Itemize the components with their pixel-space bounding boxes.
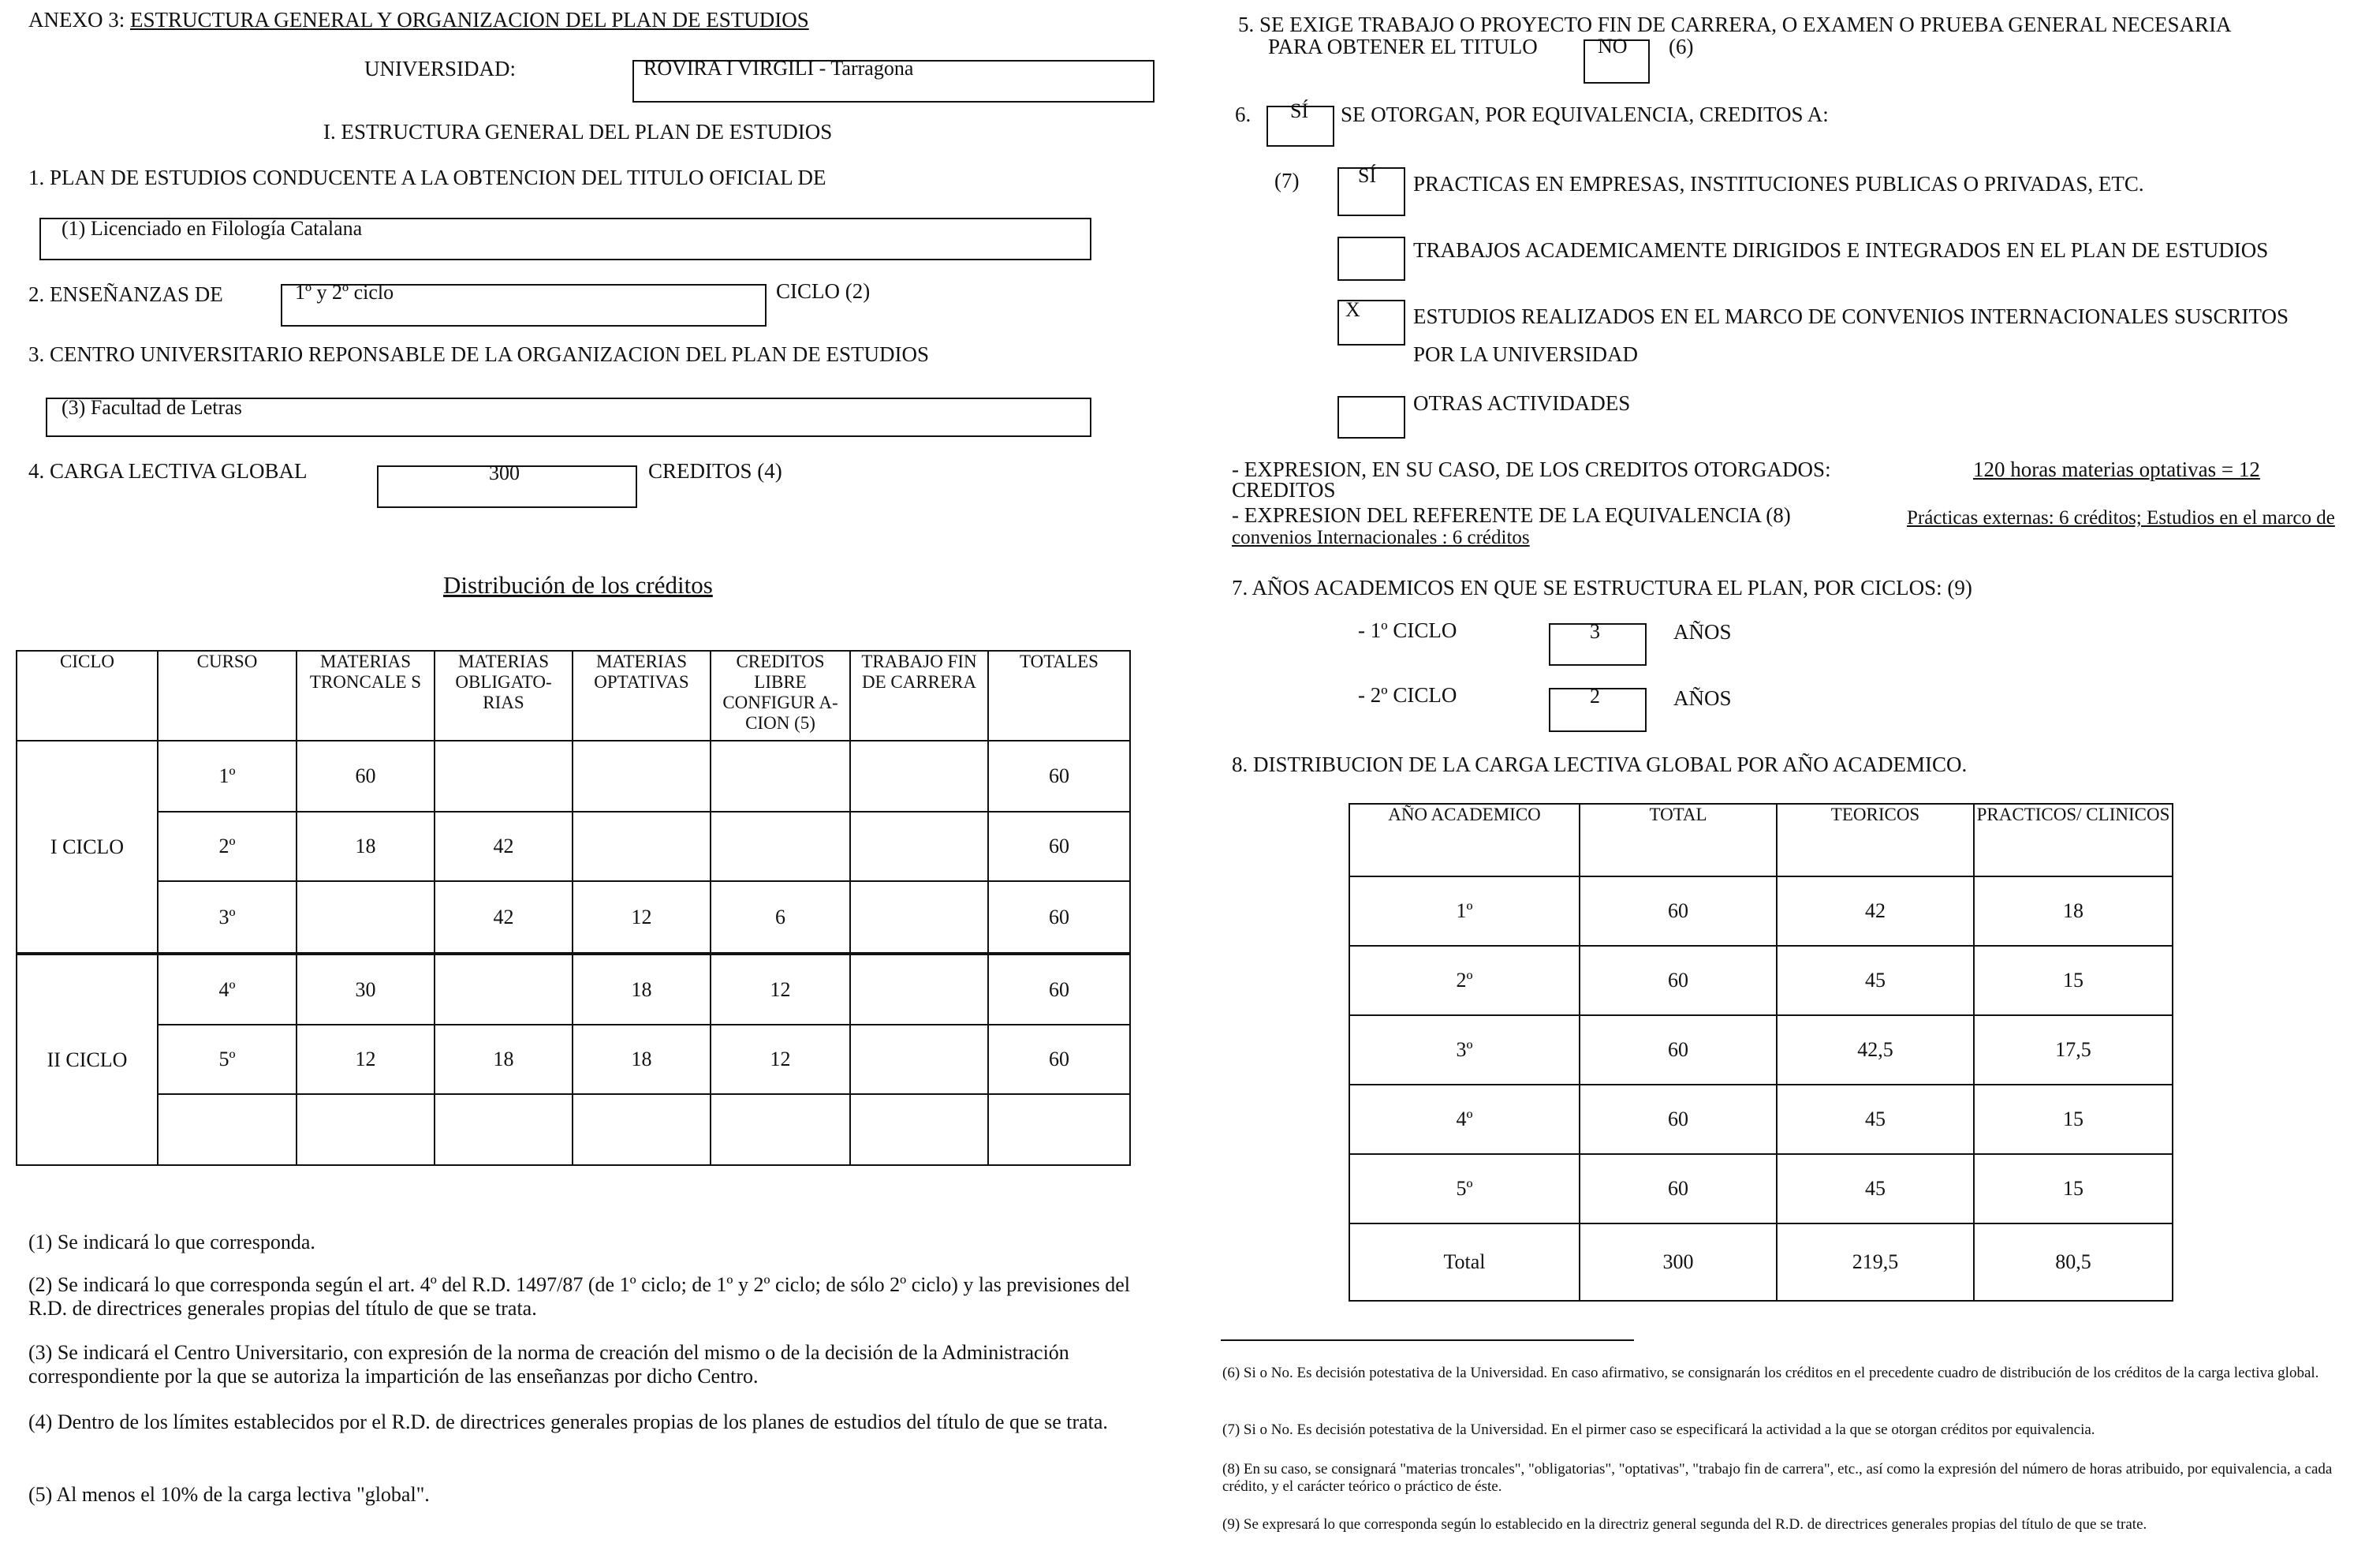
cell-practicos: 17,5 (1974, 1015, 2173, 1085)
item7-label: 7. AÑOS ACADEMICOS EN QUE SE ESTRUCTURA EL PLAN, POR CICLOS: (9) (1232, 576, 1972, 600)
item5-note: (6) (1669, 35, 1694, 58)
expr1-line2: CREDITOS (1232, 478, 1336, 502)
item3-value: (3) Facultad de Letras (62, 396, 242, 419)
cell-libre: 6 (711, 881, 850, 954)
university-value: ROVIRA I VIRGILI - Tarragona (643, 57, 914, 80)
header-optativas: MATERIAS OPTATIVAS (573, 651, 711, 741)
ciclo1-value: 3 (1590, 620, 1600, 643)
cell-optativas (573, 1094, 711, 1165)
item2-value: 1º y 2º ciclo (295, 281, 394, 304)
item2-label: 2. ENSEÑANZAS DE (28, 282, 223, 306)
cell-totales: 60 (988, 1025, 1130, 1094)
cell-troncales: 18 (297, 812, 435, 881)
item5-line1: 5. SE EXIGE TRABAJO O PROYECTO FIN DE CARRERA, O EXAMEN O PRUEBA GENERAL NECESARIA (1238, 13, 2232, 36)
cell-teoricos: 42,5 (1777, 1015, 1974, 1085)
item8-label: 8. DISTRIBUCION DE LA CARGA LECTIVA GLOBAL POR AÑO ACADEMICO. (1232, 753, 1968, 776)
section-title: I. ESTRUCTURA GENERAL DEL PLAN DE ESTUDIOS (323, 120, 833, 144)
cell-curso: 2º (158, 812, 297, 881)
cell-optativas: 18 (573, 954, 711, 1025)
cell-optativas: 18 (573, 1025, 711, 1094)
table-row (1349, 946, 2173, 1015)
cell-practicos: 80,5 (1974, 1223, 2173, 1301)
cell-total: 60 (1580, 1085, 1777, 1154)
left-footnote-5: (5) Al menos el 10% de la carga lectiva "global". (28, 1483, 430, 1506)
cell-ano: 3º (1349, 1015, 1580, 1085)
table-header-row (1349, 804, 2173, 876)
item6-text: SE OTORGAN, POR EQUIVALENCIA, CREDITOS A: (1341, 103, 1829, 126)
option-3-text-2: POR LA UNIVERSIDAD (1413, 342, 1639, 366)
ciclo1-label: - 1º CICLO (1358, 618, 1457, 642)
header-teoricos: TEORICOS (1777, 804, 1974, 876)
cell-obligatorias (435, 1094, 573, 1165)
table-row (17, 881, 1130, 954)
university-label: UNIVERSIDAD: (364, 57, 516, 80)
header-ano-academico: AÑO ACADEMICO (1349, 804, 1580, 876)
cell-optativas: 12 (573, 881, 711, 954)
item4-label: 4. CARGA LECTIVA GLOBAL (28, 459, 308, 483)
table-row (1349, 1085, 2173, 1154)
option-4-text: OTRAS ACTIVIDADES (1413, 391, 1631, 415)
cell-trabajo (850, 881, 988, 954)
cell-teoricos: 45 (1777, 946, 1974, 1015)
option-1-text: PRACTICAS EN EMPRESAS, INSTITUCIONES PUBLICAS O PRIVADAS, ETC. (1413, 172, 2144, 196)
header-obligatorias: MATERIAS OBLIGATO- RIAS (435, 651, 573, 741)
table-row (1349, 876, 2173, 946)
cell-curso: 4º (158, 954, 297, 1025)
expr2-value: Prácticas externas: 6 créditos; Estudios en el marco de (1907, 507, 2335, 529)
table-row (17, 954, 1130, 1025)
cell-teoricos: 42 (1777, 876, 1974, 946)
cell-troncales: 60 (297, 741, 435, 812)
item3-label: 3. CENTRO UNIVERSITARIO REPONSABLE DE LA ORGANIZACION DEL PLAN DE ESTUDIOS (28, 342, 930, 366)
distribution-title (443, 571, 713, 600)
cell-totales: 60 (988, 881, 1130, 954)
expr1-label: - EXPRESION, EN SU CASO, DE LOS CREDITOS OTORGADOS: (1232, 458, 1831, 481)
cell-total: 60 (1580, 1015, 1777, 1085)
cell-optativas (573, 812, 711, 881)
cell-total: 60 (1580, 1154, 1777, 1223)
cell-ano: Total (1349, 1223, 1580, 1301)
header-curso: CURSO (158, 651, 297, 741)
left-footnote-3: (3) Se indicará el Centro Universitario, con expresión de la norma de creación del mismo o de la decisión de la Administración correspondiente por la que se autoriza la impartición de las enseñanzas por dicho Centro. (28, 1341, 1069, 1388)
table-row (17, 741, 1130, 812)
header-totales: TOTALES (988, 651, 1130, 741)
cell-troncales: 30 (297, 954, 435, 1025)
cell-troncales (297, 1094, 435, 1165)
ciclo2-label: - 2º CICLO (1358, 683, 1457, 707)
cell-total: 300 (1580, 1223, 1777, 1301)
cell-curso: 3º (158, 881, 297, 954)
item6-number: 6. (1235, 103, 1252, 126)
cell-ano: 5º (1349, 1154, 1580, 1223)
credits-distribution-table (16, 650, 1131, 1166)
table-header-row (17, 651, 1130, 741)
right-footnote-6: (6) Si o No. Es decisión potestativa de la Universidad. En caso afirmativo, se consignarán los créditos en el precedente cuadro de distribución de los créditos de la carga lectiva global. (1222, 1365, 2319, 1381)
ciclo-1-cell: I CICLO (17, 741, 158, 954)
cell-totales: 60 (988, 741, 1130, 812)
cell-troncales (297, 881, 435, 954)
cell-optativas (573, 741, 711, 812)
cell-practicos: 15 (1974, 1154, 2173, 1223)
cell-curso (158, 1094, 297, 1165)
cell-totales: 60 (988, 812, 1130, 881)
annual-load-table (1349, 803, 2173, 1302)
cell-libre: 12 (711, 1025, 850, 1094)
cell-ano: 2º (1349, 946, 1580, 1015)
cell-total: 60 (1580, 876, 1777, 946)
item5-value: NO (1598, 35, 1628, 58)
table-row (1349, 1223, 2173, 1301)
cell-practicos: 15 (1974, 1085, 2173, 1154)
header-trabajo-fin-carrera: TRABAJO FIN DE CARRERA (850, 651, 988, 741)
right-footnote-7: (7) Si o No. Es decisión potestativa de la Universidad. En el pirmer caso se especificará la actividad a la que se otorgan créditos por equivalencia. (1222, 1421, 2095, 1438)
cell-practicos: 15 (1974, 946, 2173, 1015)
table-row (17, 1025, 1130, 1094)
option-3-value: X (1345, 298, 1360, 321)
header-libre-configuracion: CREDITOS LIBRE CONFIGUR A-CION (5) (711, 651, 850, 741)
right-footnote-9: (9) Se expresará lo que corresponda según lo establecido en la directriz general segunda del R.D. de directrices generales propias del título de que se trate. (1222, 1516, 2147, 1533)
cell-obligatorias (435, 741, 573, 812)
ciclo-2-cell: II CICLO (17, 954, 158, 1165)
right-footnote-8: (8) En su caso, se consignará "materias troncales", "obligatorias", "optativas", "trabajo fin de carrera", etc., así como la expresión del número de horas atribuido, por equivalencia, a cada crédito, y el carácter teórico o práctico de éste. (1222, 1461, 2333, 1495)
table-row (17, 1094, 1130, 1165)
cell-obligatorias: 42 (435, 881, 573, 954)
table-row (17, 812, 1130, 881)
table-row (1349, 1015, 2173, 1085)
cell-teoricos: 45 (1777, 1154, 1974, 1223)
annex-heading (28, 8, 809, 32)
cell-trabajo (850, 1025, 988, 1094)
cell-trabajo (850, 812, 988, 881)
item6-ref: (7) (1274, 169, 1300, 192)
left-footnote-4: (4) Dentro de los límites establecidos por el R.D. de directrices generales propias de los planes de estudios del título de que se trata. (28, 1410, 1108, 1433)
cell-total: 60 (1580, 946, 1777, 1015)
cell-practicos: 18 (1974, 876, 2173, 946)
item4-suffix: CREDITOS (4) (648, 459, 782, 483)
expr1-value: 120 horas materias optativas = 12 (1973, 458, 2260, 481)
ciclo1-years: AÑOS (1673, 620, 1732, 644)
cell-totales: 60 (988, 954, 1130, 1025)
distribution-title-text: Distribución de los créditos (443, 571, 713, 599)
cell-totales (988, 1094, 1130, 1165)
item2-suffix: CICLO (2) (776, 279, 871, 303)
cell-teoricos: 219,5 (1777, 1223, 1974, 1301)
cell-teoricos: 45 (1777, 1085, 1974, 1154)
annex-title: ESTRUCTURA GENERAL Y ORGANIZACION DEL PLAN DE ESTUDIOS (130, 8, 809, 32)
cell-curso: 5º (158, 1025, 297, 1094)
cell-troncales: 12 (297, 1025, 435, 1094)
cell-obligatorias (435, 954, 573, 1025)
cell-trabajo (850, 741, 988, 812)
option-4-box (1337, 396, 1405, 439)
ciclo2-years: AÑOS (1673, 686, 1732, 710)
left-footnote-1: (1) Se indicará lo que corresponda. (28, 1231, 315, 1253)
option-2-text: TRABAJOS ACADEMICAMENTE DIRIGIDOS E INTEGRADOS EN EL PLAN DE ESTUDIOS (1413, 238, 2269, 262)
cell-obligatorias: 18 (435, 1025, 573, 1094)
cell-obligatorias: 42 (435, 812, 573, 881)
ciclo2-value: 2 (1590, 685, 1600, 708)
cell-curso: 1º (158, 741, 297, 812)
header-ciclo: CICLO (17, 651, 158, 741)
expr2-value-2: convenios Internacionales : 6 créditos (1232, 527, 1530, 548)
cell-ano: 4º (1349, 1085, 1580, 1154)
cell-libre (711, 812, 850, 881)
header-troncales: MATERIAS TRONCALE S (297, 651, 435, 741)
footnote-divider (1221, 1339, 1634, 1341)
item1-value: (1) Licenciado en Filología Catalana (62, 217, 363, 240)
header-total: TOTAL (1580, 804, 1777, 876)
cell-trabajo (850, 954, 988, 1025)
item6-value: SÍ (1290, 99, 1309, 122)
table-row (1349, 1154, 2173, 1223)
expr2-label: - EXPRESION DEL REFERENTE DE LA EQUIVALENCIA (8) (1232, 503, 1791, 527)
annex-prefix: ANEXO 3: (28, 8, 125, 32)
cell-trabajo (850, 1094, 988, 1165)
cell-libre (711, 741, 850, 812)
item4-value: 300 (489, 461, 520, 484)
option-1-value: SÍ (1358, 164, 1377, 187)
option-3-text: ESTUDIOS REALIZADOS EN EL MARCO DE CONVENIOS INTERNACIONALES SUSCRITOS (1413, 304, 2289, 328)
cell-ano: 1º (1349, 876, 1580, 946)
option-2-box (1337, 237, 1405, 281)
item5-line2: PARA OBTENER EL TITULO (1268, 35, 1538, 58)
left-footnote-2: (2) Se indicará lo que corresponda según el art. 4º del R.D. 1497/87 (de 1º ciclo; de 1º y 2º ciclo; de sólo 2º ciclo) y las previsiones del R.D. de directrices generales propias del título de que se trata. (28, 1273, 1130, 1320)
header-practicos: PRACTICOS/ CLINICOS (1974, 804, 2173, 876)
cell-libre: 12 (711, 954, 850, 1025)
item1-label: 1. PLAN DE ESTUDIOS CONDUCENTE A LA OBTENCION DEL TITULO OFICIAL DE (28, 166, 826, 189)
cell-libre (711, 1094, 850, 1165)
